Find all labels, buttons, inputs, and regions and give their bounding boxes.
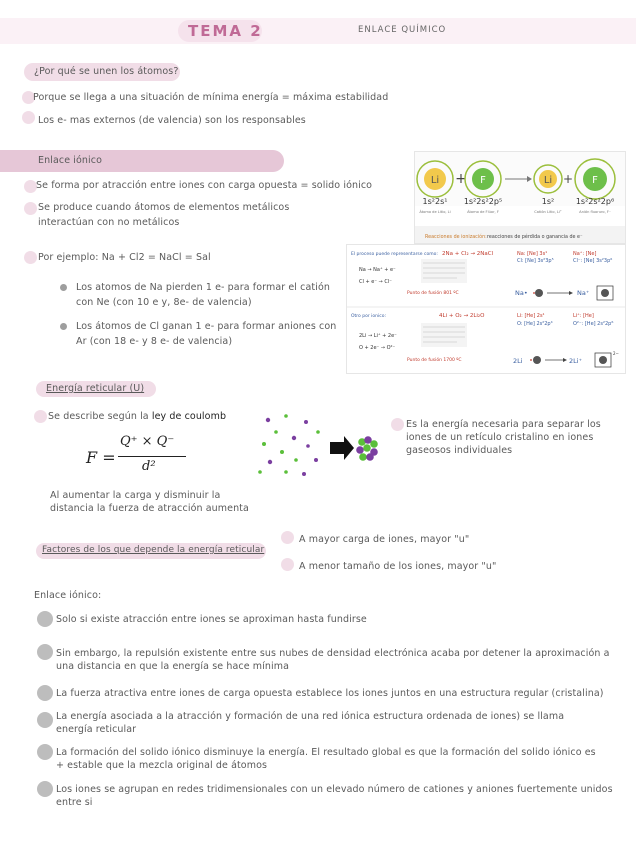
bullet-dot [37,744,53,760]
intro-point-1: Porque se llega a una situación de mínima energía = máxima estabilidad [33,92,389,103]
factor-point-2: A menor tamaño de los iones, mayor "u" [299,561,497,572]
melting-point-nacl: Punto de fusión 801 ºC [407,291,459,296]
ion-f-label: F [592,175,598,186]
ionic-examples-diagram [347,245,625,373]
formula-denominator: d² [142,459,156,474]
lewis-li-ion: 2Li⁺ [569,357,582,365]
bullet-dot [281,558,294,571]
section-question: ¿Por qué se unen los átomos? [34,66,179,77]
atom-li-label: Li [430,175,440,186]
bond-item-5: La formación del solido iónico disminuye la energía. El resultado global es que la formación del solido iónico es + estable que la mezcla original de átomos [56,747,596,771]
config-li-ion: 1s² [541,197,555,206]
bond-item-1: Solo si existe atracción entre iones se aproximan hasta fundirse [56,614,367,625]
coulomb-prefix: Se describe según la [48,411,149,422]
caption-f: Átomo de Flúor, F [467,210,499,214]
plus-sign: + [455,171,467,187]
li-ion-config: Li⁺: [He] [573,313,594,319]
o-ion-config: O²⁻: [He] 2s²2p⁶ [573,321,614,327]
caption-li: Átomo de Litio, Li [419,210,451,214]
lewis-charge: 2− [613,351,619,356]
half-reaction-o: O + 2e⁻ → O²⁻ [359,345,396,351]
lattice-definition: Es la energía necesaria para separar los iones de un retículo cristalino en iones gaseosos individuales [406,419,601,456]
bullet-dot [24,251,37,264]
factor-point-1: A mayor carga de iones, mayor "u" [299,534,470,545]
bond-item-6: Los iones se agrupan en redes tridimensionales con un elevado número de cationes y aniones fuertemente unidos entre si [56,784,613,808]
bond-item-4: La energía asociada a la atracción y formación de una red iónica estructura ordenada de iones) se llama energía reticular [56,711,565,735]
coulomb-link: ley de coulomb [151,411,227,422]
lattice-heading: Energía reticular (U) [46,383,145,394]
half-reaction-cl: Cl + e⁻ → Cl⁻ [359,279,392,285]
ionic-heading: Enlace iónico [38,155,103,166]
config-f: 1s²2s²2p⁵ [463,197,503,206]
other-ionic-label: Otro por ionico: [351,314,386,319]
bullet-dot [37,611,53,627]
lewis-na-ion: Na⁺ [577,289,590,297]
bullet-dot [37,644,53,660]
reaction-li2o: 4Li + O₂ → 2Li₂O [439,313,485,319]
config-li: 1s²2s¹ [422,197,448,206]
coulomb-formula [86,432,206,482]
reaction-nacl: 2Na + Cl₂ → 2NaCl [442,251,494,257]
caption-li-ion: Catión Litio, Li⁺ [534,210,562,214]
na-config: Na: [Ne] 3s¹ [517,251,548,257]
coulomb-line [48,411,226,422]
header-band [0,18,636,44]
cl-config: Cl: [Ne] 3s²3p⁵ [517,258,554,264]
page-subtitle: ENLACE QUÍMICO [358,25,447,35]
bullet-dot [391,418,404,431]
half-reaction-na: Na → Na⁺ + e⁻ [359,267,396,273]
ionic-example: Por ejemplo: Na + Cl2 = NaCl = Sal [38,252,211,263]
ionic-examples-figure [346,244,626,374]
atom-f-label: F [480,175,486,186]
factors-heading: Factores de los que depende la energía reticular [42,545,265,555]
ionic-point-1: Se forma por atracción entre iones con carga opuesta = solido iónico [36,180,373,191]
ion-li-label: Li [543,175,553,186]
bullet-dot [37,685,53,701]
bond-item-3: La fuerza atractiva entre iones de carga opuesta establece los iones juntos en una estructura regular (cristalina) [56,688,604,699]
na-ion-config: Na⁺: [Ne] [573,251,597,257]
intro-point-2: Los e- mas externos (de valencia) son los responsables [38,115,306,126]
bullet-dot [281,531,294,544]
bond-heading: Enlace iónico: [34,590,102,601]
lewis-na: Na• [515,289,528,297]
cl-ion-config: Cl⁻: [Ne] 3s²3p⁶ [573,258,613,264]
bullet-dot [24,202,37,215]
config-f-ion: 1s²2s²2p⁶ [575,197,615,206]
formula-lhs: F = [86,448,116,467]
plus-sign: + [562,172,574,186]
page-title: TEMA 2 [188,22,263,40]
formula-bar [118,456,186,457]
formula-numerator: Q⁺ × Q⁻ [120,434,175,449]
bullet-dot [37,781,53,797]
ionization-label: Reacciones de ionización: [425,235,487,240]
bullet-dot [60,284,67,291]
process-intro: El proceso puede representarse como: [351,252,438,257]
ionic-point-2: Se produce cuando átomos de elementos metálicos interactúan con no metálicos [38,202,290,228]
bullet-dot [37,712,53,728]
bullet-dot [22,111,35,124]
melting-point-li2o: Punto de fusión 1700 ºC [407,358,462,363]
li-config: Li: [He] 2s¹ [517,313,545,319]
lewis-li: 2Li [513,357,523,365]
o-config: O: [He] 2s²2p⁴ [517,321,553,327]
bullet-dot [34,410,47,423]
lattice-illustration [246,410,384,482]
ionic-sub-2: Los átomos de Cl ganan 1 e- para formar aniones con Ar (con 18 e- y 8 e- de valencia) [76,321,337,347]
bullet-dot [60,323,67,330]
ionization-text: reacciones de pérdida o ganancia de e⁻ [487,235,583,240]
ionic-sub-1: Los atomos de Na pierden 1 e- para formar el catión con Ne (con 10 e y, 8e- de valencia) [76,282,331,308]
half-reaction-li: 2Li → Li⁺ + 2e⁻ [359,333,397,339]
lattice-image [246,410,384,482]
lattice-increase-note: Al aumentar la carga y disminuir la distancia la fuerza de atracción aumenta [50,490,249,514]
caption-f-ion: Anión fluoruro, F⁻ [579,210,611,214]
lif-diagram [415,152,625,243]
lif-figure [414,151,626,244]
bond-item-2: Sin embargo, la repulsión existente entre sus nubes de densidad electrónica acaba por detener la aproximación a una distancia en que la energía se hace mínima [56,648,610,672]
